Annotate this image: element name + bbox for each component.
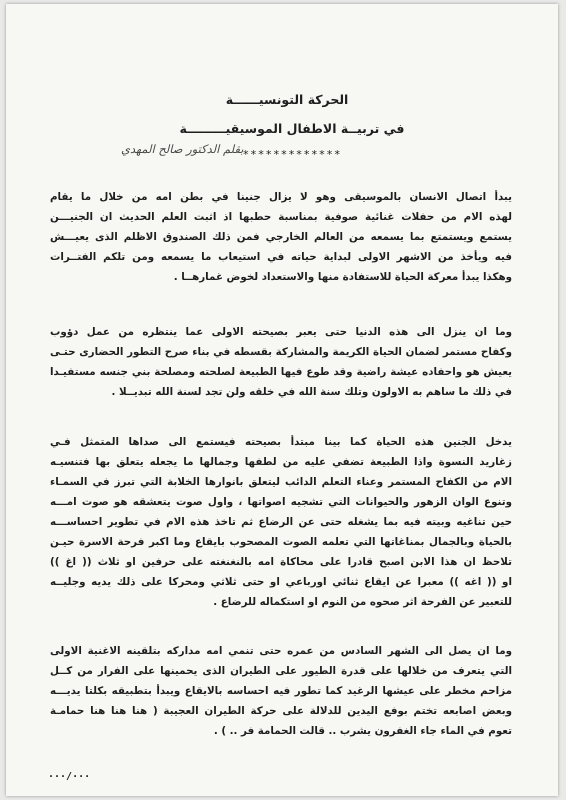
text-line: التي يتعرف من خلالها على قدرة الطيور على الطيران الذى يحمينها على الفرار من كــل [50, 665, 512, 677]
page-marker: ٠٠٠/٠٠٠ [48, 771, 91, 782]
text-line: وبعض اصابعه تختم بوفع اليدين للدلالة على حركة الطيران العجيبة ( هنا هنا هنا حمامـة [50, 705, 512, 717]
text-line: لهذه الام من حفلات غنائية صوفية بمناسبة حطبها اذ اثبت العلم الحديث ان الجنيـــن [50, 211, 512, 223]
text-line: وتنوع الوان الزهور والحيوانات التي تشجيه اصواتها ، واول صوت يتعشقه هو صوت امـــه [50, 496, 512, 508]
star-divider: ************* [242, 148, 342, 161]
document-subtitle: في تربيــة الاطفال الموسيقيـــــــــة [179, 121, 405, 136]
text-line: يبدأ اتصال الانسان بالموسيقى وهو لا يزال جنينا في بطن امه من خلال ما يقام [50, 191, 512, 203]
text-line: بالحياة وبالجمال بمناغاتها التي تعلمه الصوت المصحوب بايقاع وما اكبر فرحة الاسرة حيـن [50, 536, 512, 548]
text-line: حين تناغيه وبيته فيه بما يشغله حتى عن الرضاع ثم تاخذ هذه الام في تطوير احساســـه [50, 516, 512, 528]
text-line: للتعبير عن الفرحة اثر صحوه من النوم او استكماله للرضاع . [213, 596, 512, 608]
text-line: تلاحظ ان هذا الابن اصبح قادرا على محاكاة امه بالنغنغته على حرفين او ثلاث (( اغ )) [50, 556, 512, 568]
paragraph-1 [50, 187, 512, 287]
text-line: يستمع ويستمتع بما يسمعه من العالم الخارجي فمن ذلك الصندوق الاظلم الذى يعيـــش [50, 231, 512, 243]
text-line: يعيش هو واحفاده عيشة راضية وقد طوع فيها الطبيعة لصلحته ومصلحة بني جنسه مستفيـدا [50, 366, 512, 378]
paragraph-2 [50, 322, 512, 402]
text-line: مزاحم مخطر على عيشها الرغيد كما تطور فيه احساسه بالايقاع ويبدأ بتطبيقه بكلتا يديـــه [50, 685, 512, 697]
document-title: الحركة التونسيــــــة [225, 92, 349, 107]
text-line: وكفاح مستمر لضمان الحياة الكريمة والمشاركة بقسطه في بناء صرح التطور الحضارى حتـى [50, 346, 512, 358]
text-line: وهكذا يبدأ معركة الحياة للاستفادة منها والاستعداد لخوض غمارهــا . [173, 271, 512, 283]
text-line: في ذلك ما ساهم به الاولون وتلك سنة الله في خلقه ولن تجد لسنة الله تبديــلا . [111, 386, 512, 398]
paragraph-3 [50, 432, 512, 612]
text-line: وما ان ينزل الى هذه الدنيا حتى يعبر بصيحته الاولى عما ينتظره من عمل دؤوب [50, 326, 512, 338]
text-line: وما ان يصل الى الشهر السادس من عمره حتى تنمي امه مداركه بتلقينه الاغنية الاولى [50, 645, 512, 657]
paragraph-4 [50, 641, 512, 741]
text-line: الام من الكفاح المستمر وعناء التعلم الدائب ليتعلق بانوارها الخلابة التي تبرز في السمـاء [50, 476, 512, 488]
text-line: او (( اغه )) معبرا عن ايقاع ثنائي اورباعي او حتى ثلاثي ومحركا على ذلك يديه وجليــه [50, 576, 512, 588]
document-page [6, 4, 558, 796]
text-line: يدخل الجنين هذه الحياة كما بينا مبتدأ بصيحته فيستمع الى صداها المتمثل فـي [50, 436, 512, 448]
text-line: فيه ويأخذ من الاشهر الاولى لبداية حياته في استيعاب ما يسمعه ومن تلكم الفتــرات [50, 251, 512, 263]
text-line: تعوم في الماء جاء الغفرون يشرب .. قالت الحمامة فر .. ) . [213, 725, 512, 737]
text-line: زغاريد النسوة واذا الطبيعة تضفي عليه من لطفها وجمالها ما يجعله يتعلق بها فتنسيـه [50, 456, 512, 468]
title-block [6, 92, 558, 161]
author-handwritten-note: بقلم الدكتور صالح المهدي [121, 142, 244, 156]
